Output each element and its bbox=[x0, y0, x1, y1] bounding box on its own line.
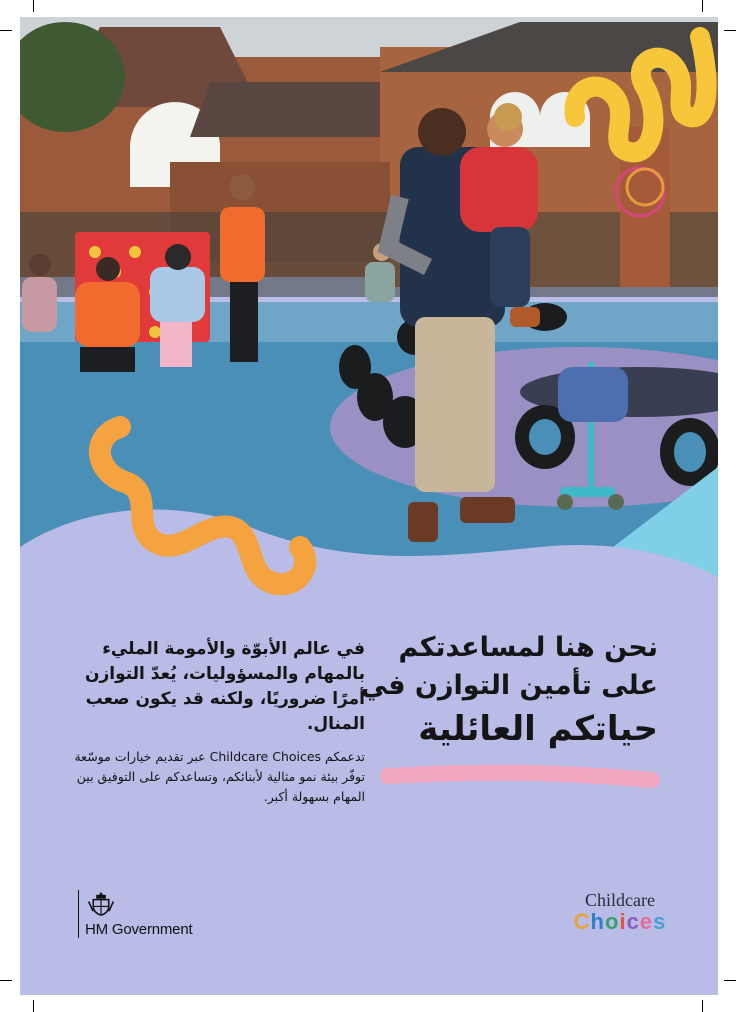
brand-letter: C bbox=[573, 909, 591, 934]
brand-letter: e bbox=[639, 909, 654, 934]
intro-text bbox=[65, 637, 365, 807]
headline-line-3: حياتكم العائلية bbox=[418, 709, 658, 749]
crop-mark bbox=[724, 980, 736, 981]
hm-government-name: HM Government bbox=[85, 921, 193, 938]
crop-mark bbox=[0, 980, 12, 981]
childcare-choices-logo bbox=[560, 890, 680, 935]
brand-letter: i bbox=[619, 909, 627, 934]
brand-letter: o bbox=[605, 909, 620, 934]
royal-crest-icon bbox=[85, 890, 117, 917]
orange-squiggle bbox=[80, 407, 330, 607]
brand-letter: h bbox=[590, 909, 605, 934]
crop-mark bbox=[702, 1000, 703, 1012]
headline-line-1: نحن هنا لمساعدتكم bbox=[398, 632, 658, 663]
crop-mark bbox=[0, 30, 12, 31]
intro-body: تدعمكم Childcare Choices عبر تقديم خيارات موسّعة توفّر بيئة نمو مثالية لأبنائكم، وتساعدكم على التوفيق بين المهام بسهولة أكبر. bbox=[74, 749, 365, 804]
yellow-squiggle bbox=[560, 17, 718, 167]
crop-mark bbox=[33, 0, 34, 12]
headline bbox=[338, 629, 658, 753]
hm-government-logo bbox=[78, 890, 192, 938]
crop-mark bbox=[724, 30, 736, 31]
brand-letter: c bbox=[626, 909, 640, 934]
headline-line-2: على تأمين التوازن في bbox=[360, 670, 658, 701]
intro-bold: في عالم الأبوّة والأمومة المليء بالمهام والمسؤوليات، يُعدّ التوازن أمرًا ضروريًا، ولكنه قد يكون صعب المنال. bbox=[84, 639, 365, 734]
brand-line-2 bbox=[560, 909, 680, 935]
brand-line-1: Childcare bbox=[585, 890, 655, 910]
poster-sheet bbox=[20, 17, 718, 995]
crop-mark bbox=[702, 0, 703, 12]
pink-underline bbox=[380, 762, 660, 792]
brand-letter: s bbox=[653, 909, 667, 934]
crop-mark bbox=[33, 1000, 34, 1012]
